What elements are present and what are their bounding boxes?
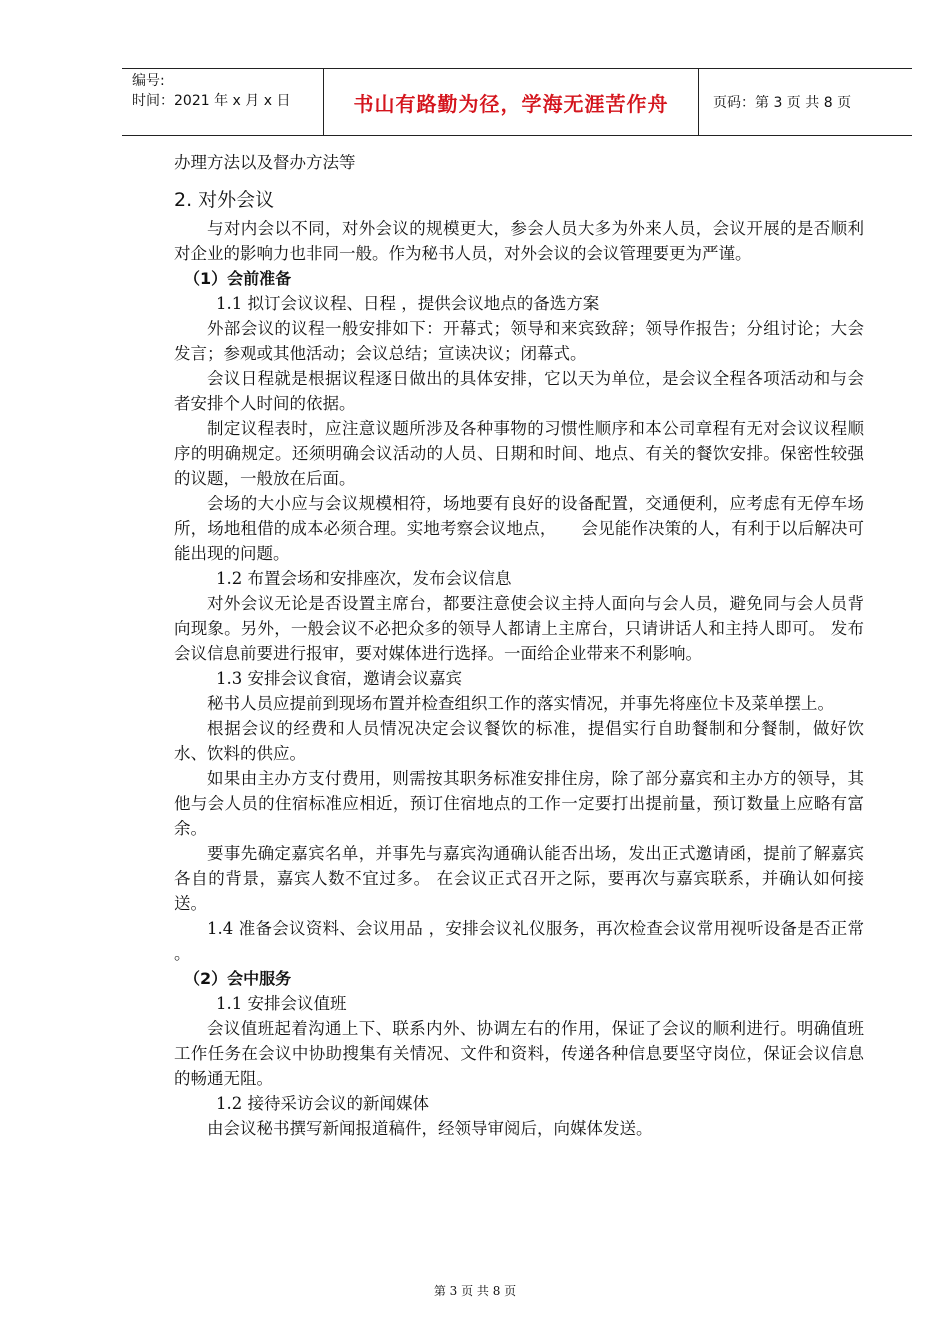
paragraph: 办理方法以及督办方法等 [174,153,356,172]
item-heading: 1.1 拟订会议议程、日程 ，提供会议地点的备选方案 [216,294,600,313]
paragraph: 要事先确定嘉宾名单，并事先与嘉宾沟通确认能否出场，发出正式邀请函，提前了解嘉宾各自的背景，嘉宾人数不宜过多。 在会议正式召开之际，要再次与嘉宾联系，并确认如何接送。 [174,844,864,913]
page-header [122,68,912,136]
paragraph: 1.4 准备会议资料、会议用品 ，安排会议礼仪服务，再次检查会议常用视听设备是否正常 。 [174,919,864,963]
paragraph: 根据会议的经费和人员情况决定会议餐饮的标准，提倡实行自助餐制和分餐制，做好饮水、饮料的供应。 [174,719,864,763]
paragraph: 对外会议无论是否设置主席台，都要注意使会议主持人面向与会人员，避免同与会人员背向现象。另外，一般会议不必把众多的领导人都请上主席台，只请讲话人和主持人即可。 发布会议信息前要进行报审，要对媒体进行选择。一面给企业带来不利影响。 [174,594,864,663]
paragraph: 外部会议的议程一般安排如下：开幕式；领导和来宾致辞；领导作报告；分组讨论；大会发言；参观或其他活动；会议总结；宣读决议；闭幕式。 [174,319,864,363]
page-footer: 第 3 页 共 8 页 [433,1284,517,1298]
header-meta [122,69,324,135]
header-motto: 书山有路勤为径，学海无涯苦作舟 [324,69,699,135]
paragraph: 制定议程表时，应注意议题所涉及各种事物的习惯性顺序和本公司章程有无对会议议程顺序的明确规定。还须明确会议活动的人员、日期和时间、地点、有关的餐饮安排。保密性较强的议题，一般放在后面。 [174,419,864,488]
item-heading: 1.2 布置会场和安排座次，发布会议信息 [216,569,512,588]
paragraph: 秘书人员应提前到现场布置并检查组织工作的落实情况，并事先将座位卡及菜单摆上。 [207,694,834,713]
subsection-heading: （1）会前准备 [184,269,292,288]
header-page-label: 页码：第 3 页 共 8 页 [713,95,852,111]
item-heading: 1.3 安排会议食宿，邀请会议嘉宾 [216,669,462,688]
item-heading: 1.1 安排会议值班 [216,994,347,1013]
paragraph: 会议值班起着沟通上下、联系内外、协调左右的作用，保证了会议的顺利进行。明确值班工作任务在会议中协助搜集有关情况、文件和资料，传递各种信息要坚守岗位，保证会议信息的畅通无阻。 [174,1019,864,1088]
subsection-heading: （2）会中服务 [184,969,292,988]
time-label: 时间：2021 年 x 月 x 日 [132,93,291,109]
paragraph: 如果由主办方支付费用，则需按其职务标准安排住房，除了部分嘉宾和主办方的领导，其他与会人员的住宿标准应相近，预订住宿地点的工作一定要打出提前量，预订数量上应略有富余。 [174,769,864,838]
number-label: 编号: [132,73,165,89]
paragraph: 由会议秘书撰写新闻报道稿件，经领导审阅后，向媒体发送。 [207,1119,653,1138]
section-heading: 2. 对外会议 [174,189,275,211]
paragraph: 会议日程就是根据议程逐日做出的具体安排，它以天为单位，是会议全程各项活动和与会者安排个人时间的依据。 [174,369,864,413]
document-body [174,150,864,1141]
paragraph: 与对内会以不同，对外会议的规模更大，参会人员大多为外来人员，会议开展的是否顺利对企业的影响力也非同一般。作为秘书人员，对外会议的会议管理要更为严谨。 [174,219,864,263]
item-heading: 1.2 接待采访会议的新闻媒体 [216,1094,429,1113]
paragraph: 会场的大小应与会议规模相符，场地要有良好的设备配置，交通便利，应考虑有无停车场所，场地租借的成本必须合理。实地考察会议地点， 会见能作决策的人，有利于以后解决可能出现的问题。 [174,494,864,563]
